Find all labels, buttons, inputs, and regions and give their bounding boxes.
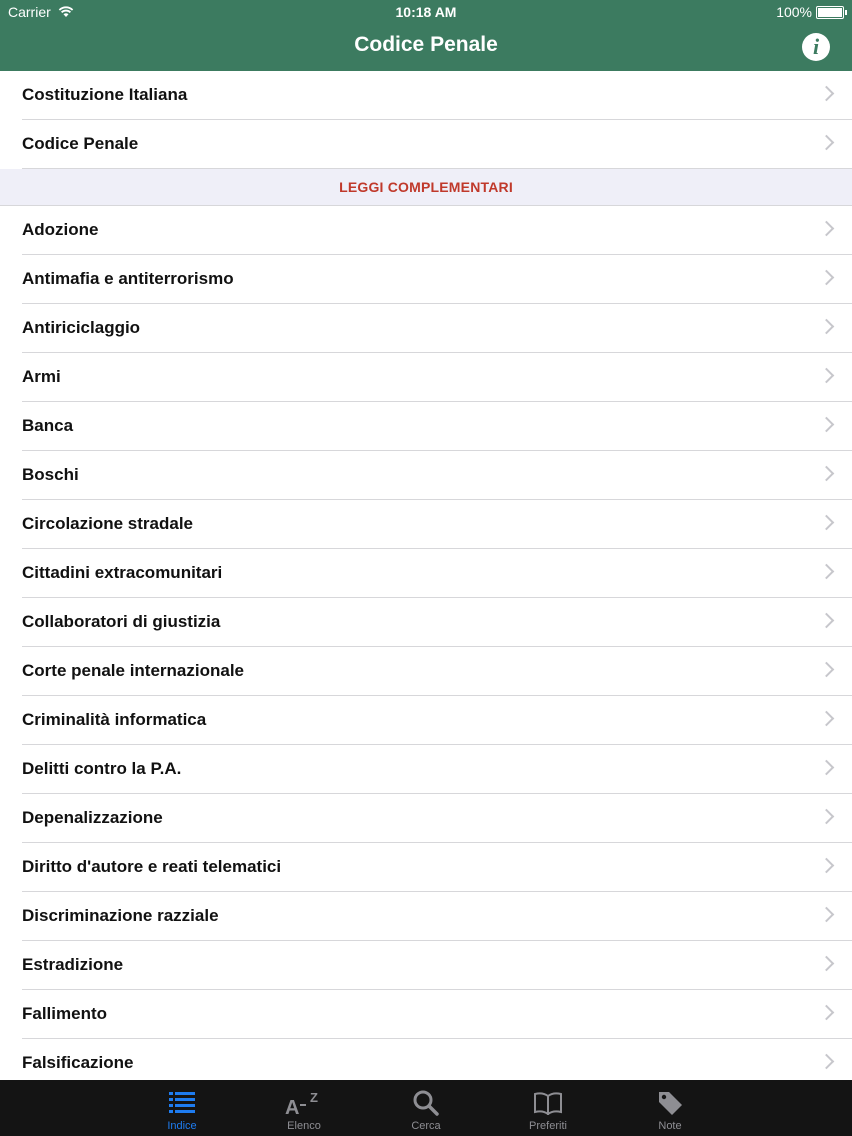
chevron-right-icon — [819, 368, 835, 384]
list-item-label: Discriminazione razziale — [22, 906, 219, 925]
list-item[interactable] — [22, 500, 852, 549]
section-header: LEGGI COMPLEMENTARI — [0, 169, 852, 206]
list-item[interactable] — [22, 451, 852, 500]
list-item[interactable] — [22, 353, 852, 402]
chevron-right-icon — [819, 907, 835, 923]
index-list — [0, 71, 852, 1080]
list-item-label: Corte penale internazionale — [22, 661, 244, 680]
svg-text:Z: Z — [310, 1090, 318, 1105]
list-item-label: Armi — [22, 367, 61, 386]
list-item[interactable] — [22, 941, 852, 990]
chevron-right-icon — [819, 417, 835, 433]
list-item[interactable] — [22, 598, 852, 647]
chevron-right-icon — [819, 515, 835, 531]
list-item[interactable] — [22, 1039, 852, 1080]
battery-icon — [816, 6, 844, 19]
list-item-label: Costituzione Italiana — [22, 85, 188, 104]
tab-note[interactable] — [609, 1080, 731, 1136]
chevron-right-icon — [819, 135, 835, 151]
list-item[interactable] — [22, 696, 852, 745]
chevron-right-icon — [819, 466, 835, 482]
chevron-right-icon — [819, 1054, 835, 1070]
svg-text:A: A — [285, 1097, 300, 1116]
status-battery — [776, 4, 844, 20]
tab-label: Preferiti — [529, 1120, 567, 1132]
chevron-right-icon — [819, 711, 835, 727]
tab-label: Note — [658, 1120, 682, 1132]
tab-label: Cerca — [411, 1120, 441, 1132]
tab-indice[interactable] — [121, 1080, 243, 1136]
list-item-label: Antiriciclaggio — [22, 318, 141, 337]
a-z-icon — [285, 1088, 323, 1118]
list-item[interactable] — [22, 990, 852, 1039]
list-item-label: Cittadini extracomunitari — [22, 563, 223, 582]
info-button[interactable]: i — [802, 33, 830, 61]
chevron-right-icon — [819, 86, 835, 102]
chevron-right-icon — [819, 809, 835, 825]
list-item-label: Depenalizzazione — [22, 808, 163, 827]
list-item-label: Estradizione — [22, 955, 124, 974]
chevron-right-icon — [819, 662, 835, 678]
chevron-right-icon — [819, 858, 835, 874]
tab-cerca[interactable] — [365, 1080, 487, 1136]
tab-preferiti[interactable] — [487, 1080, 609, 1136]
list-item-label: Circolazione stradale — [22, 514, 194, 533]
chevron-right-icon — [819, 221, 835, 237]
search-icon — [412, 1088, 440, 1118]
list-item-label: Fallimento — [22, 1004, 108, 1023]
list-item-label: Boschi — [22, 465, 79, 484]
tab-elenco[interactable] — [243, 1080, 365, 1136]
list-item[interactable] — [22, 843, 852, 892]
list-item-label: Collaboratori di giustizia — [22, 612, 221, 631]
list-item[interactable] — [22, 892, 852, 941]
list-item[interactable] — [22, 206, 852, 255]
tab-label: Elenco — [287, 1120, 321, 1132]
navigation-bar — [0, 0, 852, 71]
list-item[interactable] — [22, 745, 852, 794]
list-item[interactable] — [22, 647, 852, 696]
list-item-label: Criminalità informatica — [22, 710, 207, 729]
chevron-right-icon — [819, 1005, 835, 1021]
status-time: 10:18 AM — [395, 4, 457, 20]
tab-label: Indice — [167, 1120, 197, 1132]
list-item-label: Adozione — [22, 220, 99, 239]
chevron-right-icon — [819, 956, 835, 972]
list-item-label: Falsificazione — [22, 1053, 134, 1072]
list-item-label: Banca — [22, 416, 74, 435]
list-item[interactable] — [22, 794, 852, 843]
list-icon — [167, 1088, 197, 1118]
chevron-right-icon — [819, 564, 835, 580]
chevron-right-icon — [819, 319, 835, 335]
list-item-label: Codice Penale — [22, 134, 139, 153]
book-icon — [533, 1088, 563, 1118]
chevron-right-icon — [819, 270, 835, 286]
battery-percent: 100% — [776, 4, 812, 20]
list-item-label: Diritto d'autore e reati telematici — [22, 857, 282, 876]
list-item[interactable] — [22, 304, 852, 353]
list-item[interactable] — [22, 255, 852, 304]
page-title: Codice Penale — [354, 33, 498, 56]
tab-bar — [0, 1080, 852, 1136]
chevron-right-icon — [819, 760, 835, 776]
list-item[interactable] — [22, 402, 852, 451]
list-item[interactable] — [22, 549, 852, 598]
list-item-codice-penale[interactable] — [22, 120, 852, 169]
list-item-label: Antimafia e antiterrorismo — [22, 269, 234, 288]
chevron-right-icon — [819, 613, 835, 629]
tag-icon — [656, 1088, 684, 1118]
carrier-label: Carrier — [8, 4, 51, 20]
list-item-label: Delitti contro la P.A. — [22, 759, 182, 778]
list-item-costituzione[interactable] — [22, 71, 852, 120]
